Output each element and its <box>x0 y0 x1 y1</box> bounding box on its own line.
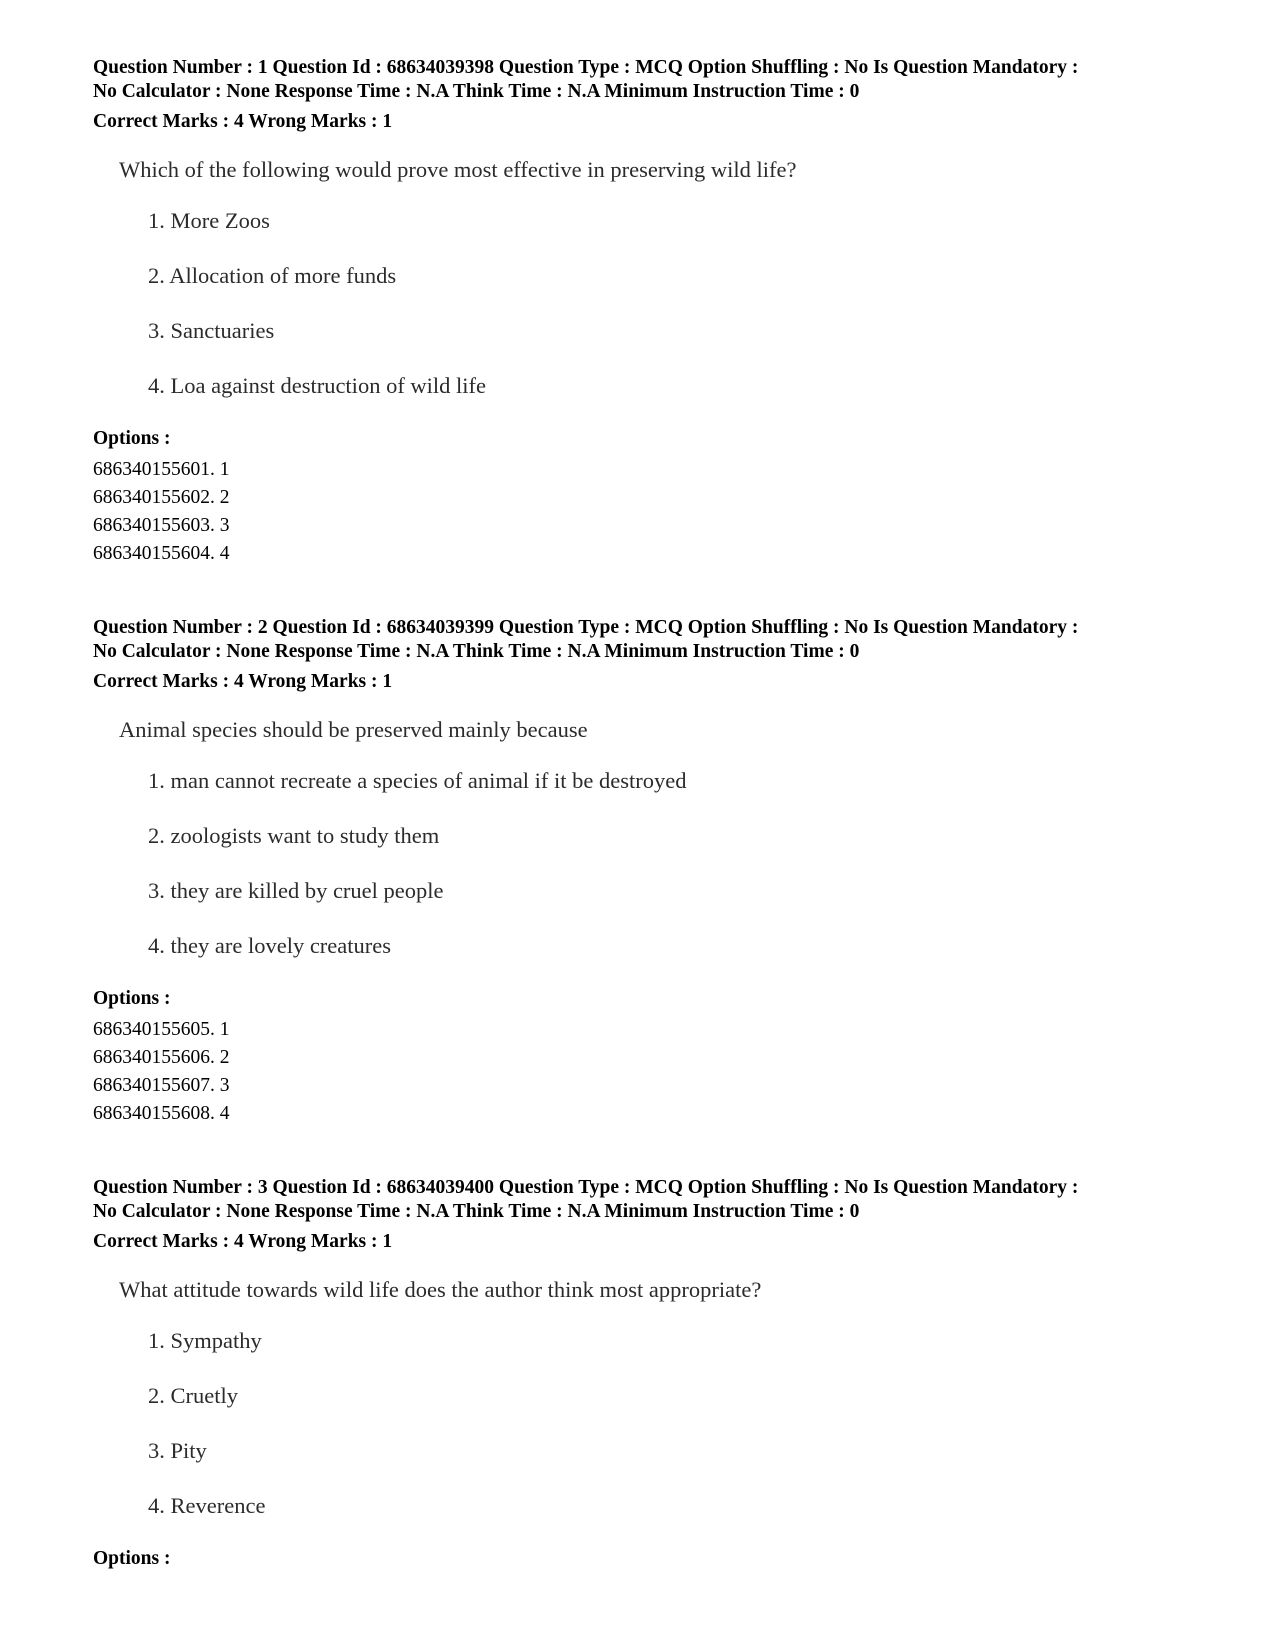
question-block-1 <box>93 56 1203 568</box>
options-label: Options : <box>93 988 171 1009</box>
option-ids-list <box>93 1016 1203 1128</box>
question-block-2 <box>93 616 1203 1128</box>
answer-choice: 3. they are killed by cruel people <box>148 878 444 903</box>
answer-choice: 1. More Zoos <box>148 208 270 233</box>
question-meta-line-2: No Calculator : None Response Time : N.A Think Time : N.A Minimum Instruction Time : 0 <box>93 1201 860 1222</box>
option-ids-list <box>93 456 1203 568</box>
option-id: 686340155604. 4 <box>93 543 230 564</box>
answer-choices <box>148 767 1203 960</box>
answer-choices <box>148 1327 1203 1520</box>
option-id: 686340155602. 2 <box>93 487 230 508</box>
answer-choice: 4. they are lovely creatures <box>148 933 392 958</box>
answer-choice: 1. Sympathy <box>148 1328 262 1353</box>
answer-choices <box>148 207 1203 400</box>
question-meta-line-2: No Calculator : None Response Time : N.A Think Time : N.A Minimum Instruction Time : 0 <box>93 81 860 102</box>
answer-choice: 2. Cruetly <box>148 1383 238 1408</box>
question-stem: What attitude towards wild life does the author think most appropriate? <box>119 1277 762 1302</box>
option-id: 686340155608. 4 <box>93 1103 230 1124</box>
option-id: 686340155601. 1 <box>93 459 230 480</box>
question-marks: Correct Marks : 4 Wrong Marks : 1 <box>93 671 393 692</box>
option-id: 686340155605. 1 <box>93 1019 230 1040</box>
answer-choice: 3. Sanctuaries <box>148 318 275 343</box>
answer-choice: 3. Pity <box>148 1438 207 1463</box>
question-meta-line-1: Question Number : 3 Question Id : 68634039400 Question Type : MCQ Option Shuffling : No Is Question Mandatory : <box>93 1177 1079 1198</box>
option-id: 686340155603. 3 <box>93 515 230 536</box>
answer-choice: 2. zoologists want to study them <box>148 823 440 848</box>
options-label: Options : <box>93 1548 171 1569</box>
question-meta-line-2: No Calculator : None Response Time : N.A Think Time : N.A Minimum Instruction Time : 0 <box>93 641 860 662</box>
answer-choice: 4. Reverence <box>148 1493 266 1518</box>
question-meta-line-1: Question Number : 2 Question Id : 68634039399 Question Type : MCQ Option Shuffling : No Is Question Mandatory : <box>93 617 1079 638</box>
question-block-3 <box>93 1176 1203 1571</box>
options-label: Options : <box>93 428 171 449</box>
question-stem: Which of the following would prove most effective in preserving wild life? <box>119 157 797 182</box>
answer-choice: 4. Loa against destruction of wild life <box>148 373 487 398</box>
question-meta-line-1: Question Number : 1 Question Id : 68634039398 Question Type : MCQ Option Shuffling : No Is Question Mandatory : <box>93 57 1079 78</box>
question-stem: Animal species should be preserved mainly because <box>119 717 588 742</box>
question-marks: Correct Marks : 4 Wrong Marks : 1 <box>93 1231 393 1252</box>
answer-choice: 1. man cannot recreate a species of animal if it be destroyed <box>148 768 687 793</box>
answer-choice: 2. Allocation of more funds <box>148 263 397 288</box>
option-id: 686340155607. 3 <box>93 1075 230 1096</box>
question-marks: Correct Marks : 4 Wrong Marks : 1 <box>93 111 393 132</box>
option-id: 686340155606. 2 <box>93 1047 230 1068</box>
